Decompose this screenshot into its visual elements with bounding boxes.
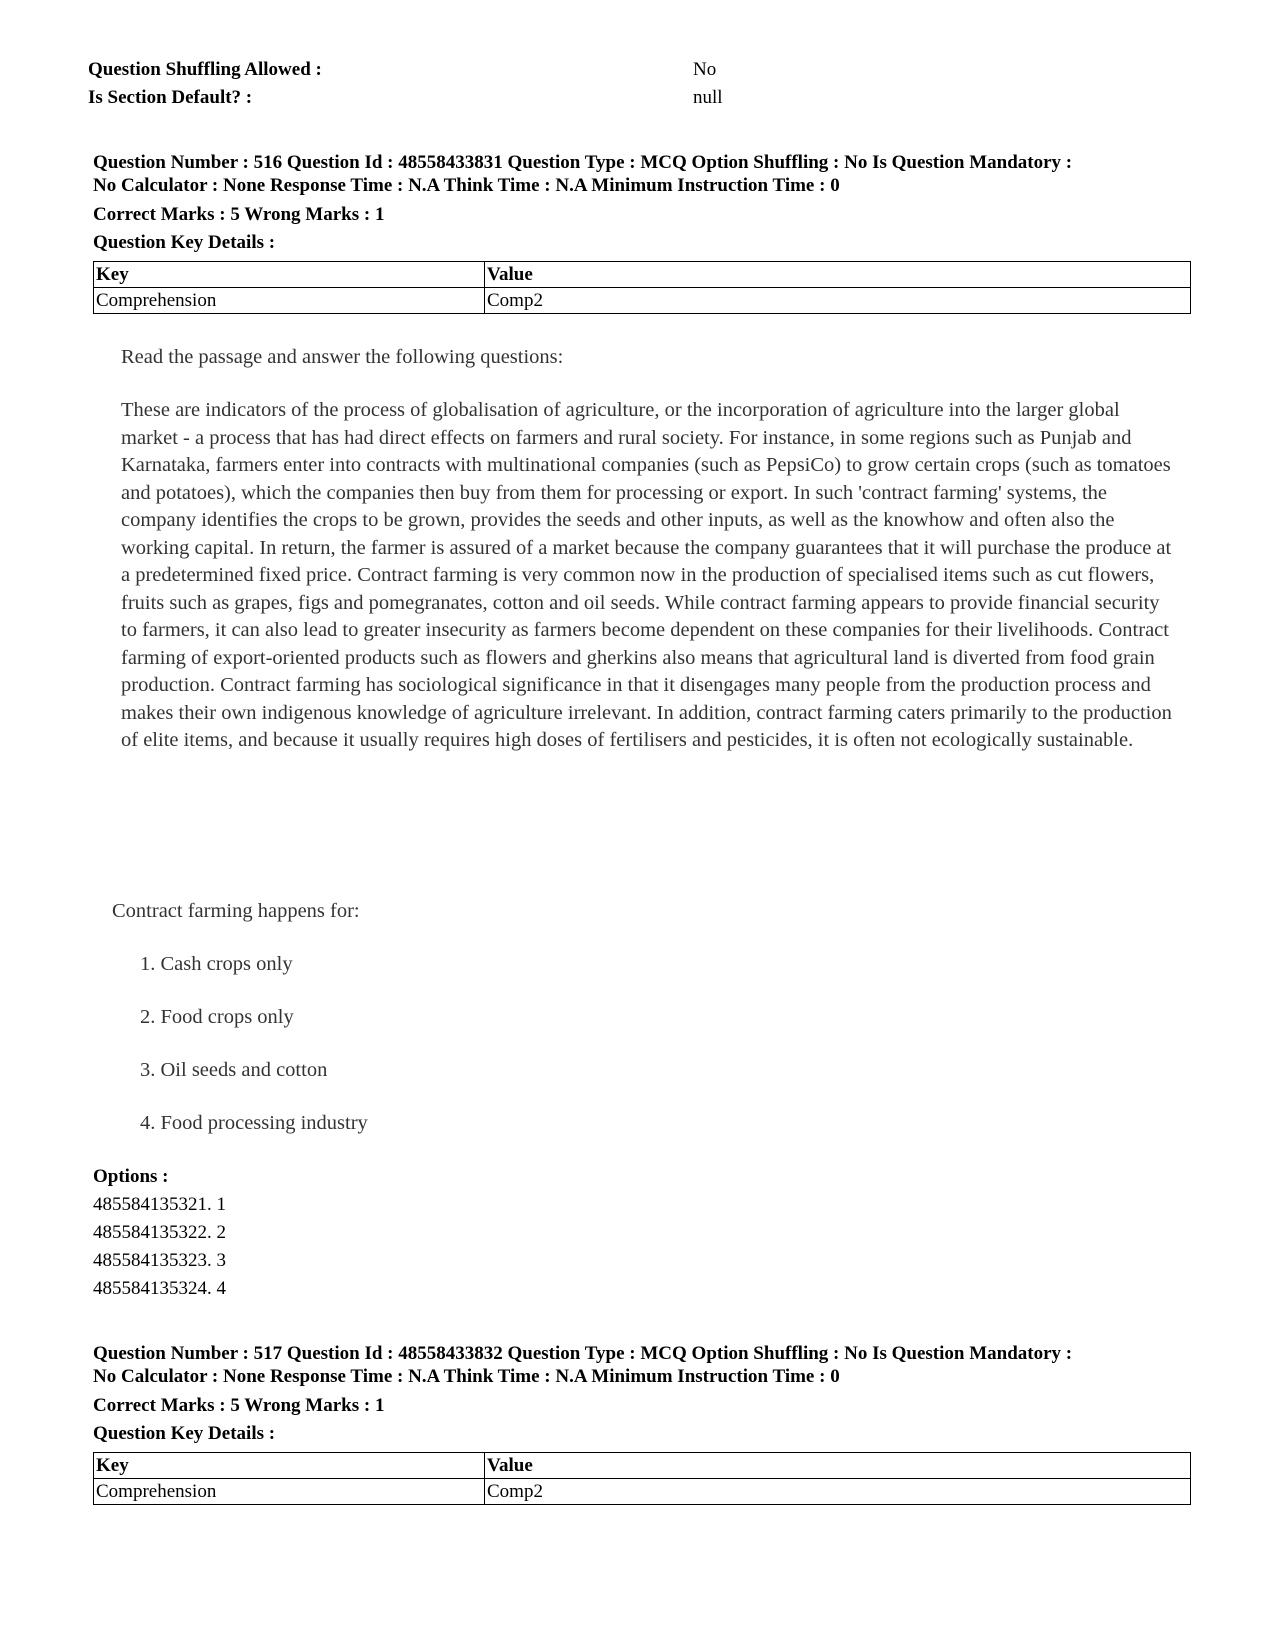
q516-key-table [93, 261, 1191, 314]
q516-option-3: 485584135323. 3 [93, 1250, 226, 1271]
value-header: Value [485, 1453, 1191, 1479]
q517-meta-line-1: Question Number : 517 Question Id : 48558433832 Question Type : MCQ Option Shuffling : No Is Question Mandatory : [93, 1343, 1073, 1364]
section-shuffling-value: No [693, 59, 717, 80]
key-header: Key [94, 1453, 485, 1479]
q516-marks: Correct Marks : 5 Wrong Marks : 1 [93, 204, 385, 225]
q516-meta-line-2: No Calculator : None Response Time : N.A Think Time : N.A Minimum Instruction Time : 0 [93, 175, 840, 196]
table-row [94, 262, 1191, 288]
q516-option-4: 485584135324. 4 [93, 1278, 226, 1299]
q516-question: Contract farming happens for: [112, 900, 360, 922]
q517-key-table [93, 1452, 1191, 1505]
q517-key-details-label: Question Key Details : [93, 1423, 276, 1444]
key-cell: Comprehension [94, 1479, 485, 1505]
section-shuffling-label: Question Shuffling Allowed : [88, 59, 322, 80]
q517-marks: Correct Marks : 5 Wrong Marks : 1 [93, 1395, 385, 1416]
q516-passage: These are indicators of the process of globalisation of agriculture, or the incorporation of agriculture into the larger global market - a process that has had direct effects on farmers and rural society. For instance, in some regions such as Punjab and Karnataka, farmers enter into contracts with multinational companies (such as PepsiCo) to grow certain crops (such as tomatoes and potatoes), which the companies then buy from them for processing or export. In such 'contract farming' systems, the company identifies the crops to be grown, provides the seeds and other inputs, as well as the knowhow and often also the working capital. In return, the farmer is assured of a market because the company guarantees that it will purchase the produce at a predetermined fixed price. Contract farming is very common now in the production of specialised items such as cut flowers, fruits such as grapes, figs and pomegranates, cotton and oil seeds. While contract farming appears to provide financial security to farmers, it can also lead to greater insecurity as farmers become dependent on these companies for their livelihoods. Contract farming of export-oriented products such as flowers and gherkins also means that agricultural land is diverted from food grain production. Contract farming has sociological significance in that it disengages many people from the production process and makes their own indigenous knowledge of agriculture irrelevant. In addition, contract farming caters primarily to the production of elite items, and because it usually requires high doses of fertilisers and pesticides, it is often not ecologically sustainable. [121, 399, 1172, 751]
q517-meta-line-2: No Calculator : None Response Time : N.A Think Time : N.A Minimum Instruction Time : 0 [93, 1366, 840, 1387]
table-row [94, 1479, 1191, 1505]
key-cell: Comprehension [94, 288, 485, 314]
q516-option-1: 485584135321. 1 [93, 1194, 226, 1215]
section-default-label: Is Section Default? : [88, 87, 253, 108]
q516-instruction: Read the passage and answer the following questions: [121, 346, 564, 368]
q516-choice-2: 2. Food crops only [140, 1006, 294, 1028]
value-cell: Comp2 [485, 1479, 1191, 1505]
table-row [94, 288, 1191, 314]
key-header: Key [94, 262, 485, 288]
q516-choice-1: 1. Cash crops only [140, 953, 293, 975]
q516-choice-4: 4. Food processing industry [140, 1112, 368, 1134]
q516-choice-3: 3. Oil seeds and cotton [140, 1059, 328, 1081]
section-default-value: null [693, 87, 723, 108]
q516-meta-line-1: Question Number : 516 Question Id : 48558433831 Question Type : MCQ Option Shuffling : No Is Question Mandatory : [93, 152, 1073, 173]
table-row [94, 1453, 1191, 1479]
q516-option-2: 485584135322. 2 [93, 1222, 226, 1243]
value-header: Value [485, 262, 1191, 288]
q516-key-details-label: Question Key Details : [93, 232, 276, 253]
q516-options-label: Options : [93, 1166, 169, 1187]
value-cell: Comp2 [485, 288, 1191, 314]
